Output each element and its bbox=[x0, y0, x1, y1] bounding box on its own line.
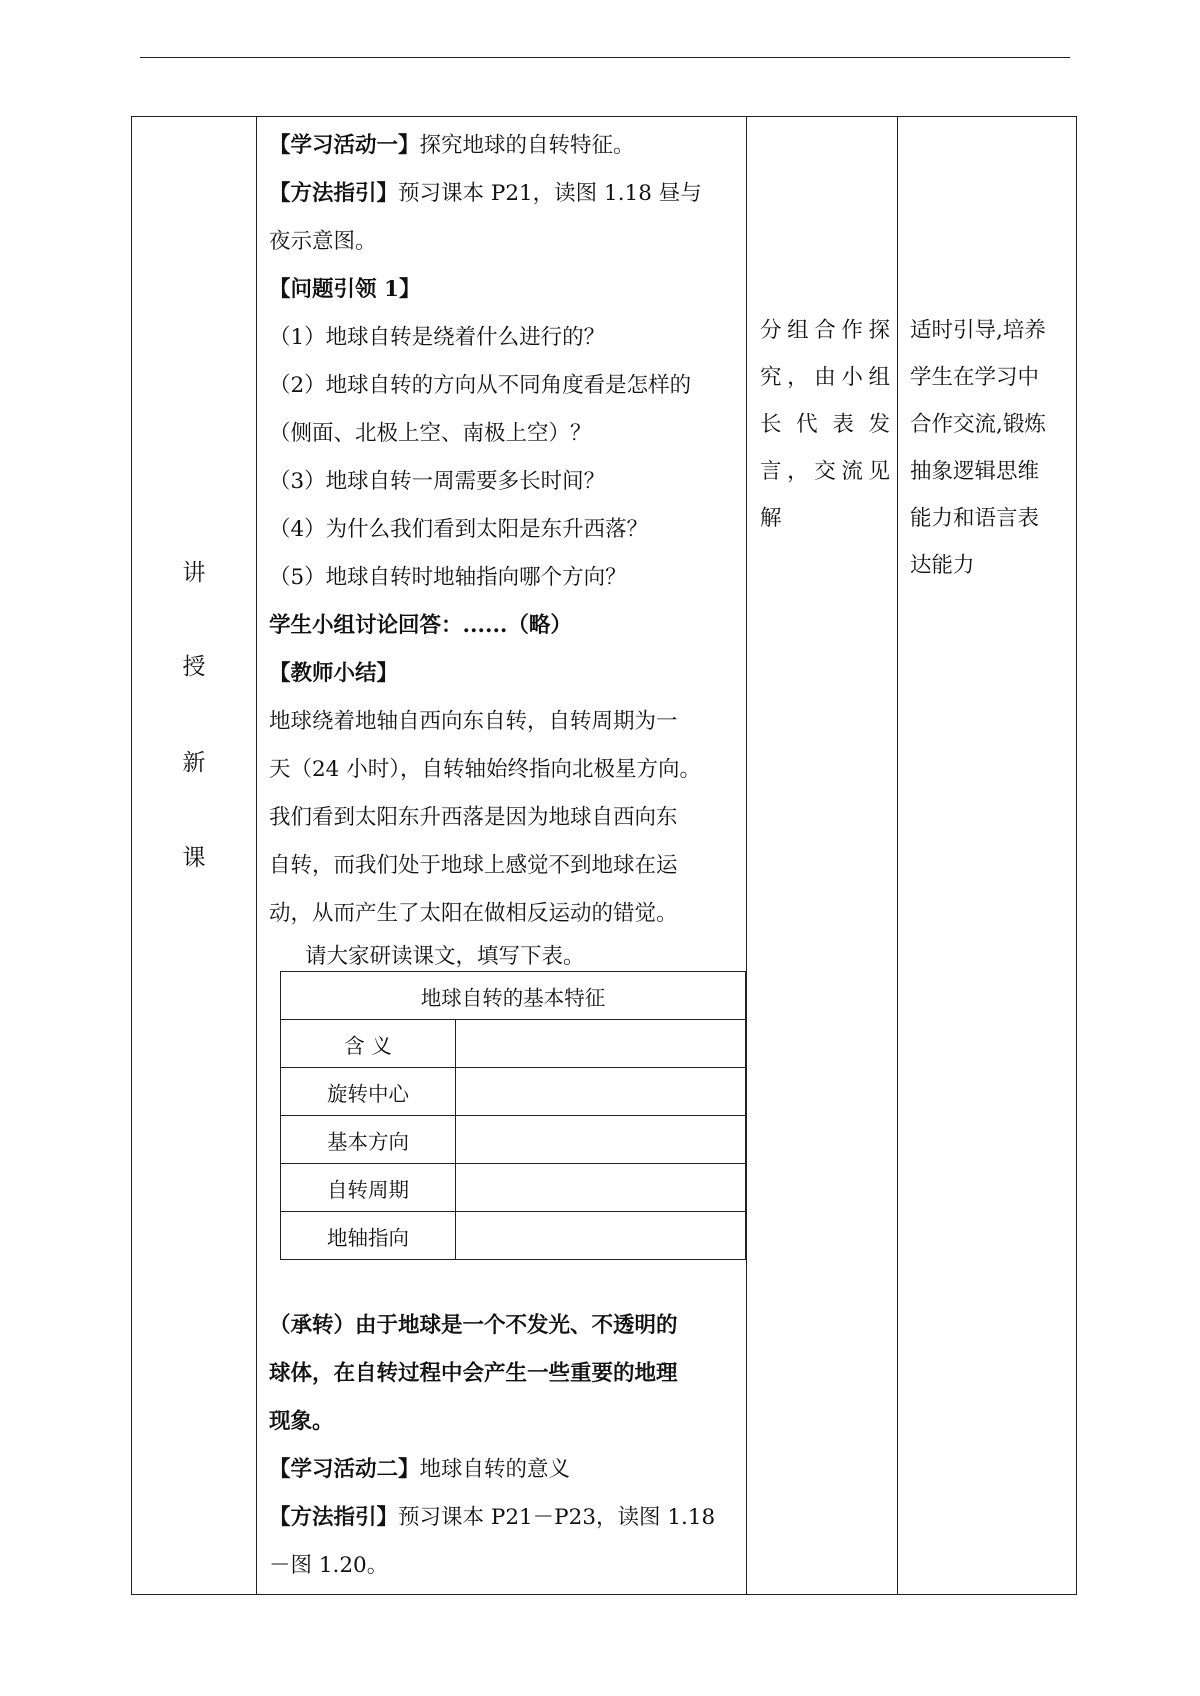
table-blank-cell[interactable] bbox=[456, 1020, 746, 1068]
design-intent-line: 适时引导,培养 bbox=[910, 318, 1046, 343]
student-activity-line: 解 bbox=[760, 506, 782, 531]
method-text-cont: －图 1.20。 bbox=[269, 1553, 389, 1578]
summary-line: 地球绕着地轴自西向东自转，自转周期为一 bbox=[269, 709, 678, 734]
summary-line: 我们看到太阳东升西落是因为地球自西向东 bbox=[269, 805, 678, 830]
table-instruction: 请大家研读课文，填写下表。 bbox=[305, 944, 585, 969]
method-text: 预习课本 P21－P23，读图 1.18 bbox=[398, 1505, 716, 1530]
transition-line: 球体，在自转过程中会产生一些重要的地理 bbox=[269, 1361, 678, 1386]
table-row-label: 自转周期 bbox=[281, 1164, 456, 1212]
summary-line: 天（24 小时），自转轴始终指向北极星方向。 bbox=[269, 757, 701, 782]
question-3: （3）地球自转一周需要多长时间？ bbox=[269, 469, 606, 494]
student-activity-line: 究，由小组 bbox=[760, 365, 890, 390]
design-intent-line: 学生在学习中 bbox=[910, 365, 1040, 390]
summary-line: 自转，而我们处于地球上感觉不到地球在运 bbox=[269, 853, 678, 878]
table-blank-cell[interactable] bbox=[456, 1116, 746, 1164]
activity2-title: 地球自转的意义 bbox=[419, 1457, 571, 1482]
design-intent-line: 达能力 bbox=[910, 553, 975, 578]
design-intent-line: 合作交流,锻炼 bbox=[910, 412, 1046, 437]
activity1-title: 探究地球的自转特征。 bbox=[419, 133, 635, 158]
method-tag: 【方法指引】 bbox=[269, 1505, 399, 1530]
column-divider bbox=[256, 117, 257, 1594]
summary-tag: 【教师小结】 bbox=[269, 661, 399, 686]
method-text: 预习课本 P21，读图 1.18 昼与 bbox=[398, 181, 702, 206]
question-tag: 【问题引领 1】 bbox=[269, 277, 421, 302]
table-row-label: 基本方向 bbox=[281, 1116, 456, 1164]
stage-label-char: 课 bbox=[182, 845, 206, 871]
activity2-tag: 【学习活动二】 bbox=[269, 1457, 420, 1482]
design-intent-column bbox=[910, 307, 1072, 589]
student-activity-column bbox=[760, 307, 890, 542]
table-title: 地球自转的基本特征 bbox=[281, 972, 746, 1020]
column-divider bbox=[746, 117, 747, 1594]
stage-label-char: 新 bbox=[182, 750, 206, 776]
student-answer: 学生小组讨论回答：......（略） bbox=[269, 613, 572, 638]
question-1: （1）地球自转是绕着什么进行的？ bbox=[269, 325, 606, 350]
question-4: （4）为什么我们看到太阳是东升西落？ bbox=[269, 517, 649, 542]
table-row-label: 地轴指向 bbox=[281, 1212, 456, 1260]
design-intent-line: 抽象逻辑思维 bbox=[910, 459, 1040, 484]
method-text-cont: 夜示意图。 bbox=[269, 229, 377, 254]
table-blank-cell[interactable] bbox=[456, 1164, 746, 1212]
student-activity-line: 分组合作探 bbox=[760, 318, 890, 343]
method-tag: 【方法指引】 bbox=[269, 181, 399, 206]
question-2: （2）地球自转的方向从不同角度看是怎样的 bbox=[269, 373, 692, 398]
design-intent-line: 能力和语言表 bbox=[910, 506, 1040, 531]
summary-line: 动，从而产生了太阳在做相反运动的错觉。 bbox=[269, 901, 678, 926]
transition-line: （承转）由于地球是一个不发光、不透明的 bbox=[269, 1313, 678, 1338]
table-row-label: 含 义 bbox=[281, 1020, 456, 1068]
student-activity-line: 言，交流见 bbox=[760, 459, 890, 484]
transition-line: 现象。 bbox=[269, 1409, 334, 1434]
stage-label-char: 授 bbox=[182, 654, 206, 680]
stage-label-char: 讲 bbox=[182, 560, 206, 586]
activity1-tag: 【学习活动一】 bbox=[269, 133, 420, 158]
table-blank-cell[interactable] bbox=[456, 1068, 746, 1116]
table-row-label: 旋转中心 bbox=[281, 1068, 456, 1116]
header-rule bbox=[140, 57, 1070, 58]
rotation-features-table bbox=[280, 971, 746, 1260]
question-5: （5）地球自转时地轴指向哪个方向？ bbox=[269, 565, 627, 590]
student-activity-line: 长代表发 bbox=[760, 412, 890, 437]
lesson-table bbox=[131, 116, 1077, 1595]
table-blank-cell[interactable] bbox=[456, 1212, 746, 1260]
question-2-cont: （侧面、北极上空、南极上空）？ bbox=[269, 421, 592, 446]
column-divider bbox=[897, 117, 898, 1594]
